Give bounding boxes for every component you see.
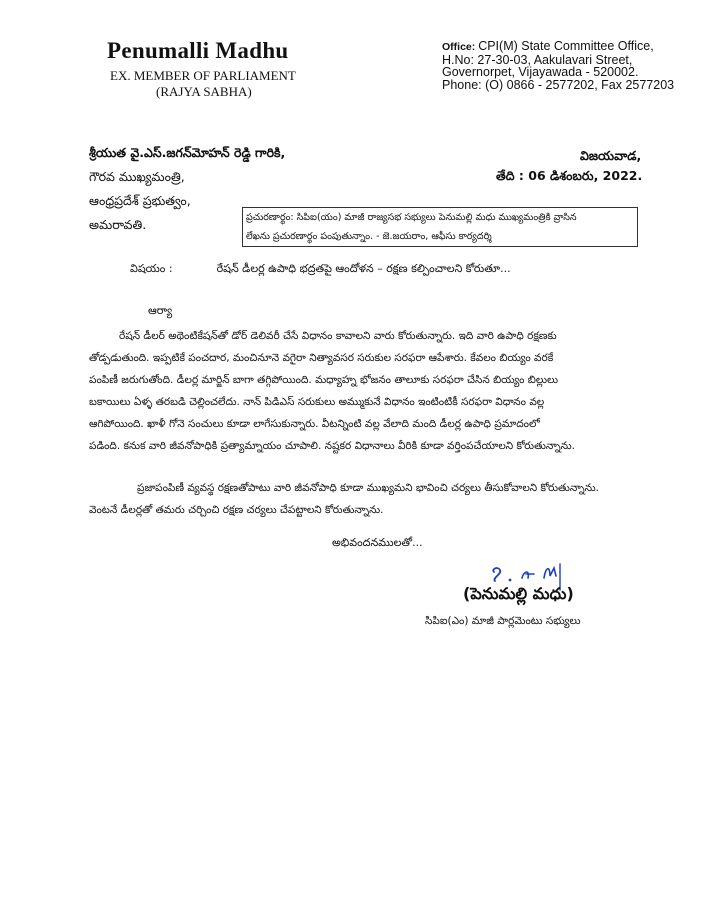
body-paragraph-2 — [89, 477, 645, 521]
press-note-box — [242, 207, 638, 247]
subject-label: విషయం : — [130, 262, 173, 275]
signatory-name: (పెనుమల్లి మధు) — [463, 584, 574, 603]
closing-greeting: అభివందనములతో... — [332, 536, 423, 549]
office-phone: Phone: (O) 0866 - 2577202, Fax 2577203 — [442, 77, 675, 92]
paragraph-line: ఆగిపోయింది. ఖాళీ గోనె సంచులు కూడా లాగేసుకున్నారు. వీటన్నింటి వల్ల వేలాది మంది డీలర్ల ఉపాధి ప్రమాదంలో — [89, 418, 540, 430]
sender-title: EX. MEMBER OF PARLIAMENT — [110, 68, 296, 83]
signatory-title: సిపిఐ(ఎం) మాజీ పార్లమెంటు సభ్యులు — [425, 615, 581, 627]
subject-text: రేషన్ డీలర్ల ఉపాధి భద్రతపై ఆందోళన – రక్షణ కల్పించాలని కోరుతూ... — [216, 262, 511, 275]
paragraph-line: పడింది. కనుక వారి జీవనోపాధికి ప్రత్యామ్నాయం చూపాలి. నష్టకర విధానాలు వీరికి కూడా వర్తింపచేయాలని కోరుతున్నాను. — [89, 440, 575, 452]
press-note-line-1: ప్రచురణార్థం: సిపిఐ(యం) మాజీ రాజ్యసభ సభ్యులు పెనుమల్లి మధు ముఖ్యమంత్రికి వ్రాసిన — [246, 212, 577, 223]
paragraph-line: బకాయిలు ఏళ్ళ తరబడి చెల్లించలేదు. నాన్ పిడిఎస్ సరుకులు అమ్ముకునే విధానం ఇంటింటికీ సరఫరా విధానం వల్ల — [89, 396, 545, 408]
letter-place: విజయవాడ, — [580, 148, 642, 163]
letter-date: తేది : 06 డిశంబరు, 2022. — [496, 168, 643, 183]
office-line-2: H.No: 27-30-03, Aakulavari Street, — [442, 52, 633, 67]
office-address-block — [442, 40, 674, 91]
body-paragraph-1 — [89, 325, 645, 457]
addressee-line-2: గౌరవ ముఖ్యమంత్రి, — [89, 169, 185, 184]
press-note-line-2: లేఖను ప్రచురణార్థం పంపుతున్నాం. - జె.జయరాం, ఆఫీసు కార్యదర్శి — [246, 231, 492, 242]
paragraph-line: ప్రజాపంపిణీ వ్యవస్థ రక్షణతోపాటు వారి జీవనోపాధి కూడా ముఖ్యమని భావించి చర్యలు తీసుకోవాలని కోరుతున్నాను. — [137, 482, 599, 494]
office-line-1: CPI(M) State Committee Office, — [478, 39, 654, 53]
office-line-3: Governorpet, Vijayawada - 520002. — [442, 65, 639, 79]
subject-line — [130, 262, 511, 278]
paragraph-line: వెంటనే డీలర్లతో తమరు చర్చించి రక్షణ చర్యలు చేపట్టాలని కోరుతున్నాను. — [89, 504, 384, 516]
paragraph-line: తోడ్పడుతుంది. ఇప్పటికే పంచదార, మంచినూనె వగైరా నిత్యావసర సరుకుల సరఫరా ఆపేశారు. కేవలం బియ్యం వరకే — [89, 352, 554, 364]
paragraph-line: పంపిణీ జరుగుతోంది. డీలర్ల మార్జిన్ బాగా తగ్గిపోయింది. మధ్యాహ్న భోజనం తాలూకు సరఫరా చేసిన బియ్యం బిల్లులు — [89, 374, 559, 386]
paragraph-line: రేషన్ డీలర్ అథెంటికేషన్‌తో డోర్ డెలివరీ చేసే విధానం కావాలని వారు కోరుతున్నారు. ఇది వారి ఉపాధి రక్షణకు — [119, 330, 557, 342]
sender-title-sub: (RAJYA SABHA) — [156, 84, 252, 99]
addressee-line-1: శ్రీయుత వై.ఎస్.జగన్‌మోహన్ రెడ్డి గారికి, — [89, 145, 286, 160]
office-label: Office: — [442, 41, 476, 53]
addressee-line-3: ఆంధ్రప్రదేశ్ ప్రభుత్వం, — [89, 193, 191, 208]
salutation: ఆర్యా — [148, 304, 173, 317]
sender-name: Penumalli Madhu — [107, 38, 289, 63]
addressee-line-4: అమరావతి. — [89, 217, 147, 232]
